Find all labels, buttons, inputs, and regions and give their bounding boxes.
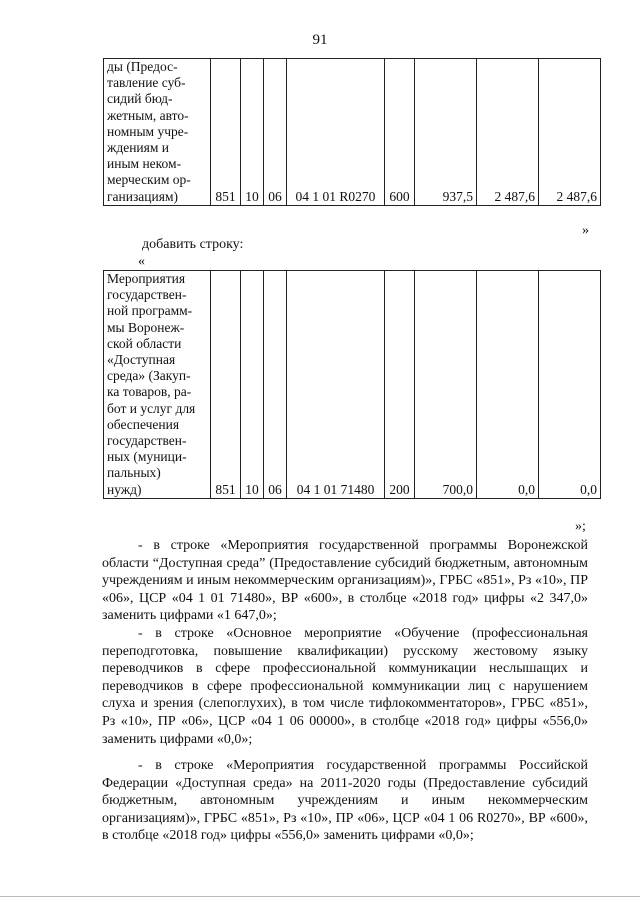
- name-line: ды (Предос-: [107, 59, 178, 74]
- rz-cell: 10: [241, 271, 264, 499]
- name-line: Мероприятия: [107, 271, 186, 286]
- vr-cell: 200: [385, 271, 415, 499]
- amount-cell: 2 487,6: [539, 59, 601, 206]
- amount-cell: 2 487,6: [477, 59, 539, 206]
- name-line: номным учре-: [107, 123, 189, 139]
- amount-cell: 0,0: [539, 271, 601, 499]
- name-line: ка товаров, ра-: [107, 384, 192, 400]
- amount-cell: 937,5: [415, 59, 477, 206]
- budget-table-new-row: [103, 270, 601, 499]
- name-line: ной программ-: [107, 303, 193, 319]
- name-line: ской области: [107, 335, 182, 351]
- rz-cell: 10: [241, 59, 264, 206]
- amendment-paragraph: - в строке «Мероприятия государственной программы Российской Федерации «Доступная среда» на 2011-2020 годы (Предоставление субсидий бюджетным, автономным учреждениям и иным некоммерческим организациям)», ГРБС «851», Рз «10», ПР «06», ЦСР «04 1 06 R0270», ВР «600», в столбце «2018 год» цифры «556,0» заменить цифрами «0,0»;: [102, 758, 588, 844]
- name-line: жетным, авто-: [107, 107, 189, 123]
- add-row-label: добавить строку:: [142, 237, 244, 252]
- vr-cell: 600: [385, 59, 415, 206]
- table-row: [104, 271, 601, 499]
- closing-quote: »: [582, 223, 589, 238]
- opening-quote: «: [138, 254, 145, 269]
- name-line: среда» (Закуп-: [107, 368, 191, 384]
- name-line: ных (муници-: [107, 449, 187, 465]
- amendment-paragraph: - в строке «Основное мероприятие «Обучение (профессиональная переподготовка, повышение квалификации) русскому жестовому языку переводчиков в сфере профессиональной коммуникации неслышащих и переводчиков в сфере профессиональной коммуникации лиц с нарушением слуха и зрения (слепоглухих), в том числе тифлокомментаторов», ГРБС «851», Рз «10», ПР «06», ЦСР «04 1 06 00000», в столбце «2018 год» цифры «556,0» заменить цифрами «0,0»;: [102, 626, 588, 747]
- name-line: ганизациям): [107, 188, 179, 204]
- amendment-paragraph: - в строке «Мероприятия государственной программы Воронежской области “Доступная среда” (Предоставление субсидий бюджетным, автономным учреждениям и иным некоммерческим организациям)», ГРБС «851», Рз «10», ПР «06», ЦСР «04 1 01 71480», ВР «600», в столбце «2018 год» цифры «2 347,0» заменить цифрами «1 647,0»;: [102, 538, 588, 624]
- budget-table-fragment: [103, 58, 601, 206]
- name-line: пальных): [107, 465, 161, 481]
- row-name-cell: [104, 59, 211, 206]
- name-line: обеспечения: [107, 416, 180, 432]
- name-line: бот и услуг для: [107, 400, 196, 416]
- name-line: мерческим ор-: [107, 172, 191, 188]
- name-line: тавление суб-: [107, 75, 186, 91]
- name-line: государствен-: [107, 433, 187, 449]
- pr-cell: 06: [264, 59, 287, 206]
- amount-cell: 0,0: [477, 271, 539, 499]
- name-line: сидий бюд-: [107, 91, 173, 107]
- amount-cell: 700,0: [415, 271, 477, 499]
- table-row: [104, 59, 601, 206]
- csr-cell: 04 1 01 71480: [287, 271, 385, 499]
- name-line: ждениям и: [107, 140, 169, 156]
- grbs-cell: 851: [211, 59, 241, 206]
- page-number: 91: [312, 32, 328, 48]
- name-line: иным неком-: [107, 156, 182, 172]
- name-line: «Доступная: [107, 352, 176, 368]
- pr-cell: 06: [264, 271, 287, 499]
- row-name-cell: [104, 271, 211, 499]
- grbs-cell: 851: [211, 271, 241, 499]
- name-line: мы Воронеж-: [107, 319, 185, 335]
- page-edge-line: [0, 896, 640, 897]
- name-line: государствен-: [107, 287, 187, 303]
- csr-cell: 04 1 01 R0270: [287, 59, 385, 206]
- closing-quote: »;: [575, 519, 586, 534]
- name-line: нужд): [107, 481, 142, 497]
